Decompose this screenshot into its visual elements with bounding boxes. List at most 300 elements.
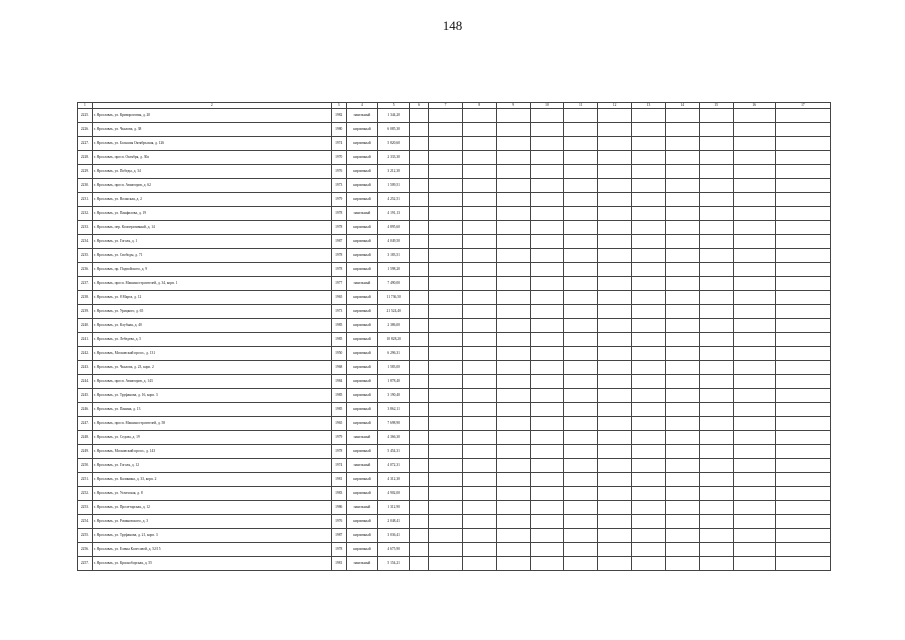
row-number: 2240. — [78, 319, 93, 333]
period-cell — [410, 361, 429, 375]
period-cell — [564, 347, 598, 361]
period-cell — [775, 319, 830, 333]
row-number: 2234. — [78, 235, 93, 249]
period-cell — [632, 431, 666, 445]
address-cell: г. Ярославль, ул. Свободы, д. 71 — [92, 249, 331, 263]
period-cell — [410, 431, 429, 445]
period-cell — [665, 305, 699, 319]
period-cell — [699, 263, 733, 277]
period-cell — [699, 375, 733, 389]
period-cell — [699, 151, 733, 165]
period-cell — [429, 375, 463, 389]
address-cell: г. Ярославль, ул. Большая Октябрьская, д. 126 — [92, 137, 331, 151]
period-cell — [564, 459, 598, 473]
period-cell — [410, 207, 429, 221]
period-cell — [496, 375, 530, 389]
period-cell — [564, 501, 598, 515]
period-cell — [775, 361, 830, 375]
period-cell — [699, 179, 733, 193]
period-cell — [410, 459, 429, 473]
area-cell: 1 344,20 — [378, 109, 410, 123]
table-row — [78, 389, 831, 403]
period-cell — [733, 305, 775, 319]
period-cell — [665, 487, 699, 501]
period-cell — [530, 123, 564, 137]
period-cell — [598, 375, 632, 389]
column-number: 10 — [530, 103, 564, 109]
area-cell: 4 072,31 — [378, 459, 410, 473]
period-cell — [733, 291, 775, 305]
period-cell — [699, 403, 733, 417]
period-cell — [530, 529, 564, 543]
period-cell — [775, 165, 830, 179]
year-built-cell: 1978 — [331, 543, 346, 557]
period-cell — [410, 165, 429, 179]
period-cell — [496, 179, 530, 193]
row-number: 2245. — [78, 389, 93, 403]
period-cell — [598, 319, 632, 333]
year-built-cell: 1978 — [331, 221, 346, 235]
column-number: 8 — [462, 103, 496, 109]
row-number: 2239. — [78, 305, 93, 319]
area-cell: 7 490,00 — [378, 277, 410, 291]
period-cell — [462, 431, 496, 445]
period-cell — [598, 501, 632, 515]
address-cell: г. Ярославль, Московский просп., д. 131 — [92, 347, 331, 361]
table-row — [78, 109, 831, 123]
period-cell — [530, 543, 564, 557]
period-cell — [632, 333, 666, 347]
period-cell — [699, 221, 733, 235]
wall-material-cell: панельный — [346, 557, 378, 571]
table-row — [78, 459, 831, 473]
year-built-cell: 1987 — [331, 529, 346, 543]
period-cell — [665, 431, 699, 445]
period-cell — [598, 333, 632, 347]
period-cell — [598, 165, 632, 179]
area-cell: 6 085,30 — [378, 123, 410, 137]
period-cell — [733, 277, 775, 291]
period-cell — [462, 207, 496, 221]
period-cell — [462, 529, 496, 543]
row-number: 2229. — [78, 165, 93, 179]
period-cell — [462, 235, 496, 249]
year-built-cell: 1977 — [331, 277, 346, 291]
row-number: 2235. — [78, 249, 93, 263]
period-cell — [530, 165, 564, 179]
area-cell: 4 252,51 — [378, 193, 410, 207]
period-cell — [496, 487, 530, 501]
period-cell — [632, 151, 666, 165]
period-cell — [462, 123, 496, 137]
period-cell — [496, 221, 530, 235]
period-cell — [530, 137, 564, 151]
address-cell: г. Ярославль, просп. Машиностроителей, д. 34, корп. 1 — [92, 277, 331, 291]
period-cell — [733, 151, 775, 165]
column-number: 14 — [665, 103, 699, 109]
period-cell — [410, 305, 429, 319]
row-number: 2226. — [78, 123, 93, 137]
row-number: 2231. — [78, 193, 93, 207]
column-number: 4 — [346, 103, 378, 109]
period-cell — [410, 109, 429, 123]
period-cell — [429, 137, 463, 151]
period-cell — [429, 319, 463, 333]
period-cell — [699, 319, 733, 333]
table-row — [78, 333, 831, 347]
period-cell — [699, 249, 733, 263]
period-cell — [598, 515, 632, 529]
period-cell — [530, 333, 564, 347]
period-cell — [733, 445, 775, 459]
period-cell — [665, 543, 699, 557]
year-built-cell: 1950 — [331, 347, 346, 361]
period-cell — [496, 417, 530, 431]
period-cell — [564, 291, 598, 305]
row-number: 2228. — [78, 151, 93, 165]
period-cell — [632, 361, 666, 375]
period-cell — [632, 263, 666, 277]
period-cell — [462, 305, 496, 319]
row-number: 2236. — [78, 263, 93, 277]
period-cell — [775, 487, 830, 501]
year-built-cell: 1984 — [331, 375, 346, 389]
period-cell — [665, 473, 699, 487]
address-cell: г. Ярославль, просп. Октября, д. 30а — [92, 151, 331, 165]
row-number: 2244. — [78, 375, 93, 389]
year-built-cell: 1985 — [331, 333, 346, 347]
period-cell — [775, 291, 830, 305]
table-row — [78, 529, 831, 543]
period-cell — [733, 417, 775, 431]
period-cell — [410, 333, 429, 347]
period-cell — [598, 361, 632, 375]
row-number: 2233. — [78, 221, 93, 235]
table-row — [78, 165, 831, 179]
period-cell — [733, 459, 775, 473]
period-cell — [462, 277, 496, 291]
year-built-cell: 1980 — [331, 123, 346, 137]
period-cell — [775, 389, 830, 403]
period-cell — [462, 319, 496, 333]
table-row — [78, 501, 831, 515]
period-cell — [429, 305, 463, 319]
period-cell — [775, 193, 830, 207]
period-cell — [775, 347, 830, 361]
period-cell — [564, 417, 598, 431]
period-cell — [733, 361, 775, 375]
wall-material-cell: кирпичный — [346, 193, 378, 207]
area-cell: 4 675,90 — [378, 543, 410, 557]
period-cell — [410, 501, 429, 515]
table-row — [78, 207, 831, 221]
wall-material-cell: кирпичный — [346, 221, 378, 235]
area-cell: 3 862,11 — [378, 403, 410, 417]
period-cell — [462, 501, 496, 515]
period-cell — [598, 207, 632, 221]
period-cell — [733, 333, 775, 347]
row-number: 2257. — [78, 557, 93, 571]
period-cell — [530, 277, 564, 291]
period-cell — [410, 123, 429, 137]
period-cell — [733, 319, 775, 333]
year-built-cell: 1983 — [331, 487, 346, 501]
period-cell — [496, 347, 530, 361]
period-cell — [429, 515, 463, 529]
period-cell — [530, 389, 564, 403]
table-row — [78, 473, 831, 487]
period-cell — [410, 417, 429, 431]
period-cell — [733, 109, 775, 123]
period-cell — [733, 375, 775, 389]
period-cell — [665, 207, 699, 221]
period-cell — [496, 109, 530, 123]
address-cell: г. Ярославль, ул. Красноборская, д. 55 — [92, 557, 331, 571]
period-cell — [733, 207, 775, 221]
wall-material-cell: кирпичный — [346, 487, 378, 501]
wall-material-cell: кирпичный — [346, 333, 378, 347]
period-cell — [632, 557, 666, 571]
area-cell: 4 191,13 — [378, 207, 410, 221]
period-cell — [665, 361, 699, 375]
address-cell: г. Ярославль, пр. Подвойского, д. 9 — [92, 263, 331, 277]
address-cell: г. Ярославль, ул. Победы, д. 34 — [92, 165, 331, 179]
period-cell — [699, 445, 733, 459]
row-number: 2246. — [78, 403, 93, 417]
period-cell — [564, 333, 598, 347]
row-number: 2225. — [78, 109, 93, 123]
address-cell: г. Ярославль, ул. Пролетарская, д. 12 — [92, 501, 331, 515]
period-cell — [530, 179, 564, 193]
area-cell: 21 524,40 — [378, 305, 410, 319]
year-built-cell: 1981 — [331, 473, 346, 487]
column-number: 1 — [78, 103, 93, 109]
column-number: 6 — [410, 103, 429, 109]
area-cell: 1 583,00 — [378, 361, 410, 375]
row-number: 2227. — [78, 137, 93, 151]
period-cell — [410, 249, 429, 263]
wall-material-cell: панельный — [346, 277, 378, 291]
column-number: 11 — [564, 103, 598, 109]
period-cell — [665, 291, 699, 305]
row-number: 2237. — [78, 277, 93, 291]
period-cell — [598, 417, 632, 431]
period-cell — [410, 221, 429, 235]
address-cell: г. Ярославль, ул. Чкалова, д. 23, корп. 2 — [92, 361, 331, 375]
wall-material-cell: кирпичный — [346, 543, 378, 557]
period-cell — [530, 375, 564, 389]
area-cell: 4 366,30 — [378, 431, 410, 445]
period-cell — [429, 431, 463, 445]
period-cell — [530, 557, 564, 571]
period-cell — [462, 221, 496, 235]
period-cell — [429, 277, 463, 291]
table-row — [78, 431, 831, 445]
period-cell — [632, 277, 666, 291]
period-cell — [733, 501, 775, 515]
period-cell — [564, 193, 598, 207]
period-cell — [530, 347, 564, 361]
period-cell — [775, 235, 830, 249]
row-number: 2253. — [78, 501, 93, 515]
period-cell — [632, 179, 666, 193]
address-cell: г. Ярославль, просп. Авиаторов, д. 143 — [92, 375, 331, 389]
column-number: 12 — [598, 103, 632, 109]
table-row — [78, 347, 831, 361]
period-cell — [665, 347, 699, 361]
period-cell — [665, 515, 699, 529]
wall-material-cell: кирпичный — [346, 179, 378, 193]
table-row — [78, 305, 831, 319]
period-cell — [598, 529, 632, 543]
period-cell — [564, 529, 598, 543]
period-cell — [733, 529, 775, 543]
period-cell — [598, 179, 632, 193]
area-cell: 1 878,40 — [378, 375, 410, 389]
table-row — [78, 557, 831, 571]
period-cell — [699, 347, 733, 361]
period-cell — [462, 193, 496, 207]
period-cell — [410, 403, 429, 417]
period-cell — [699, 417, 733, 431]
address-cell: г. Ярославль, ул. Урицкого, д. 65 — [92, 305, 331, 319]
table-row — [78, 445, 831, 459]
year-built-cell: 1973 — [331, 305, 346, 319]
period-cell — [733, 263, 775, 277]
period-cell — [775, 123, 830, 137]
period-cell — [632, 347, 666, 361]
period-cell — [665, 193, 699, 207]
period-cell — [632, 375, 666, 389]
period-cell — [598, 109, 632, 123]
year-built-cell: 1986 — [331, 501, 346, 515]
year-built-cell: 1981 — [331, 557, 346, 571]
period-cell — [410, 291, 429, 305]
period-cell — [462, 557, 496, 571]
period-cell — [462, 109, 496, 123]
period-cell — [530, 459, 564, 473]
period-cell — [429, 487, 463, 501]
row-number: 2243. — [78, 361, 93, 375]
period-cell — [429, 235, 463, 249]
period-cell — [733, 557, 775, 571]
wall-material-cell: кирпичный — [346, 347, 378, 361]
period-cell — [775, 473, 830, 487]
period-cell — [632, 487, 666, 501]
period-cell — [699, 235, 733, 249]
table-row — [78, 263, 831, 277]
period-cell — [429, 221, 463, 235]
period-cell — [733, 165, 775, 179]
address-cell: г. Ярославль, Московский просп., д. 143 — [92, 445, 331, 459]
period-cell — [429, 361, 463, 375]
area-cell: 1 509,51 — [378, 179, 410, 193]
period-cell — [665, 445, 699, 459]
area-cell: 4 312,30 — [378, 473, 410, 487]
period-cell — [429, 417, 463, 431]
period-cell — [530, 403, 564, 417]
period-cell — [496, 515, 530, 529]
period-cell — [530, 221, 564, 235]
period-cell — [733, 473, 775, 487]
period-cell — [496, 291, 530, 305]
period-cell — [632, 193, 666, 207]
period-cell — [699, 305, 733, 319]
year-built-cell: 1985 — [331, 389, 346, 403]
column-number: 13 — [632, 103, 666, 109]
area-cell: 2 333,30 — [378, 151, 410, 165]
period-cell — [530, 109, 564, 123]
address-cell: г. Ярославль, ул. Калинина, д. 33, корп. 2 — [92, 473, 331, 487]
period-cell — [598, 389, 632, 403]
period-cell — [598, 445, 632, 459]
row-number: 2232. — [78, 207, 93, 221]
period-cell — [665, 529, 699, 543]
period-cell — [665, 221, 699, 235]
year-built-cell: 1973 — [331, 179, 346, 193]
period-cell — [775, 501, 830, 515]
period-cell — [699, 333, 733, 347]
period-cell — [564, 151, 598, 165]
period-cell — [699, 207, 733, 221]
period-cell — [598, 277, 632, 291]
period-cell — [632, 501, 666, 515]
area-cell: 3 212,30 — [378, 165, 410, 179]
year-built-cell: 1978 — [331, 207, 346, 221]
period-cell — [462, 487, 496, 501]
period-cell — [665, 249, 699, 263]
period-cell — [775, 207, 830, 221]
period-cell — [530, 515, 564, 529]
period-cell — [665, 123, 699, 137]
period-cell — [564, 375, 598, 389]
period-cell — [530, 291, 564, 305]
period-cell — [496, 459, 530, 473]
period-cell — [496, 501, 530, 515]
wall-material-cell: кирпичный — [346, 123, 378, 137]
year-built-cell: 1974 — [331, 459, 346, 473]
period-cell — [462, 165, 496, 179]
period-cell — [699, 109, 733, 123]
period-cell — [699, 501, 733, 515]
period-cell — [564, 263, 598, 277]
period-cell — [530, 235, 564, 249]
column-number: 9 — [496, 103, 530, 109]
period-cell — [564, 431, 598, 445]
period-cell — [429, 445, 463, 459]
period-cell — [496, 445, 530, 459]
table-row — [78, 137, 831, 151]
table-row — [78, 221, 831, 235]
period-cell — [462, 249, 496, 263]
period-cell — [496, 305, 530, 319]
period-cell — [632, 123, 666, 137]
wall-material-cell: кирпичный — [346, 263, 378, 277]
period-cell — [410, 137, 429, 151]
column-number: 15 — [699, 103, 733, 109]
row-number: 2230. — [78, 179, 93, 193]
wall-material-cell: панельный — [346, 207, 378, 221]
period-cell — [410, 347, 429, 361]
period-cell — [429, 263, 463, 277]
period-cell — [530, 151, 564, 165]
column-number: 16 — [733, 103, 775, 109]
period-cell — [733, 179, 775, 193]
period-cell — [632, 515, 666, 529]
period-cell — [632, 137, 666, 151]
period-cell — [775, 263, 830, 277]
period-cell — [410, 543, 429, 557]
